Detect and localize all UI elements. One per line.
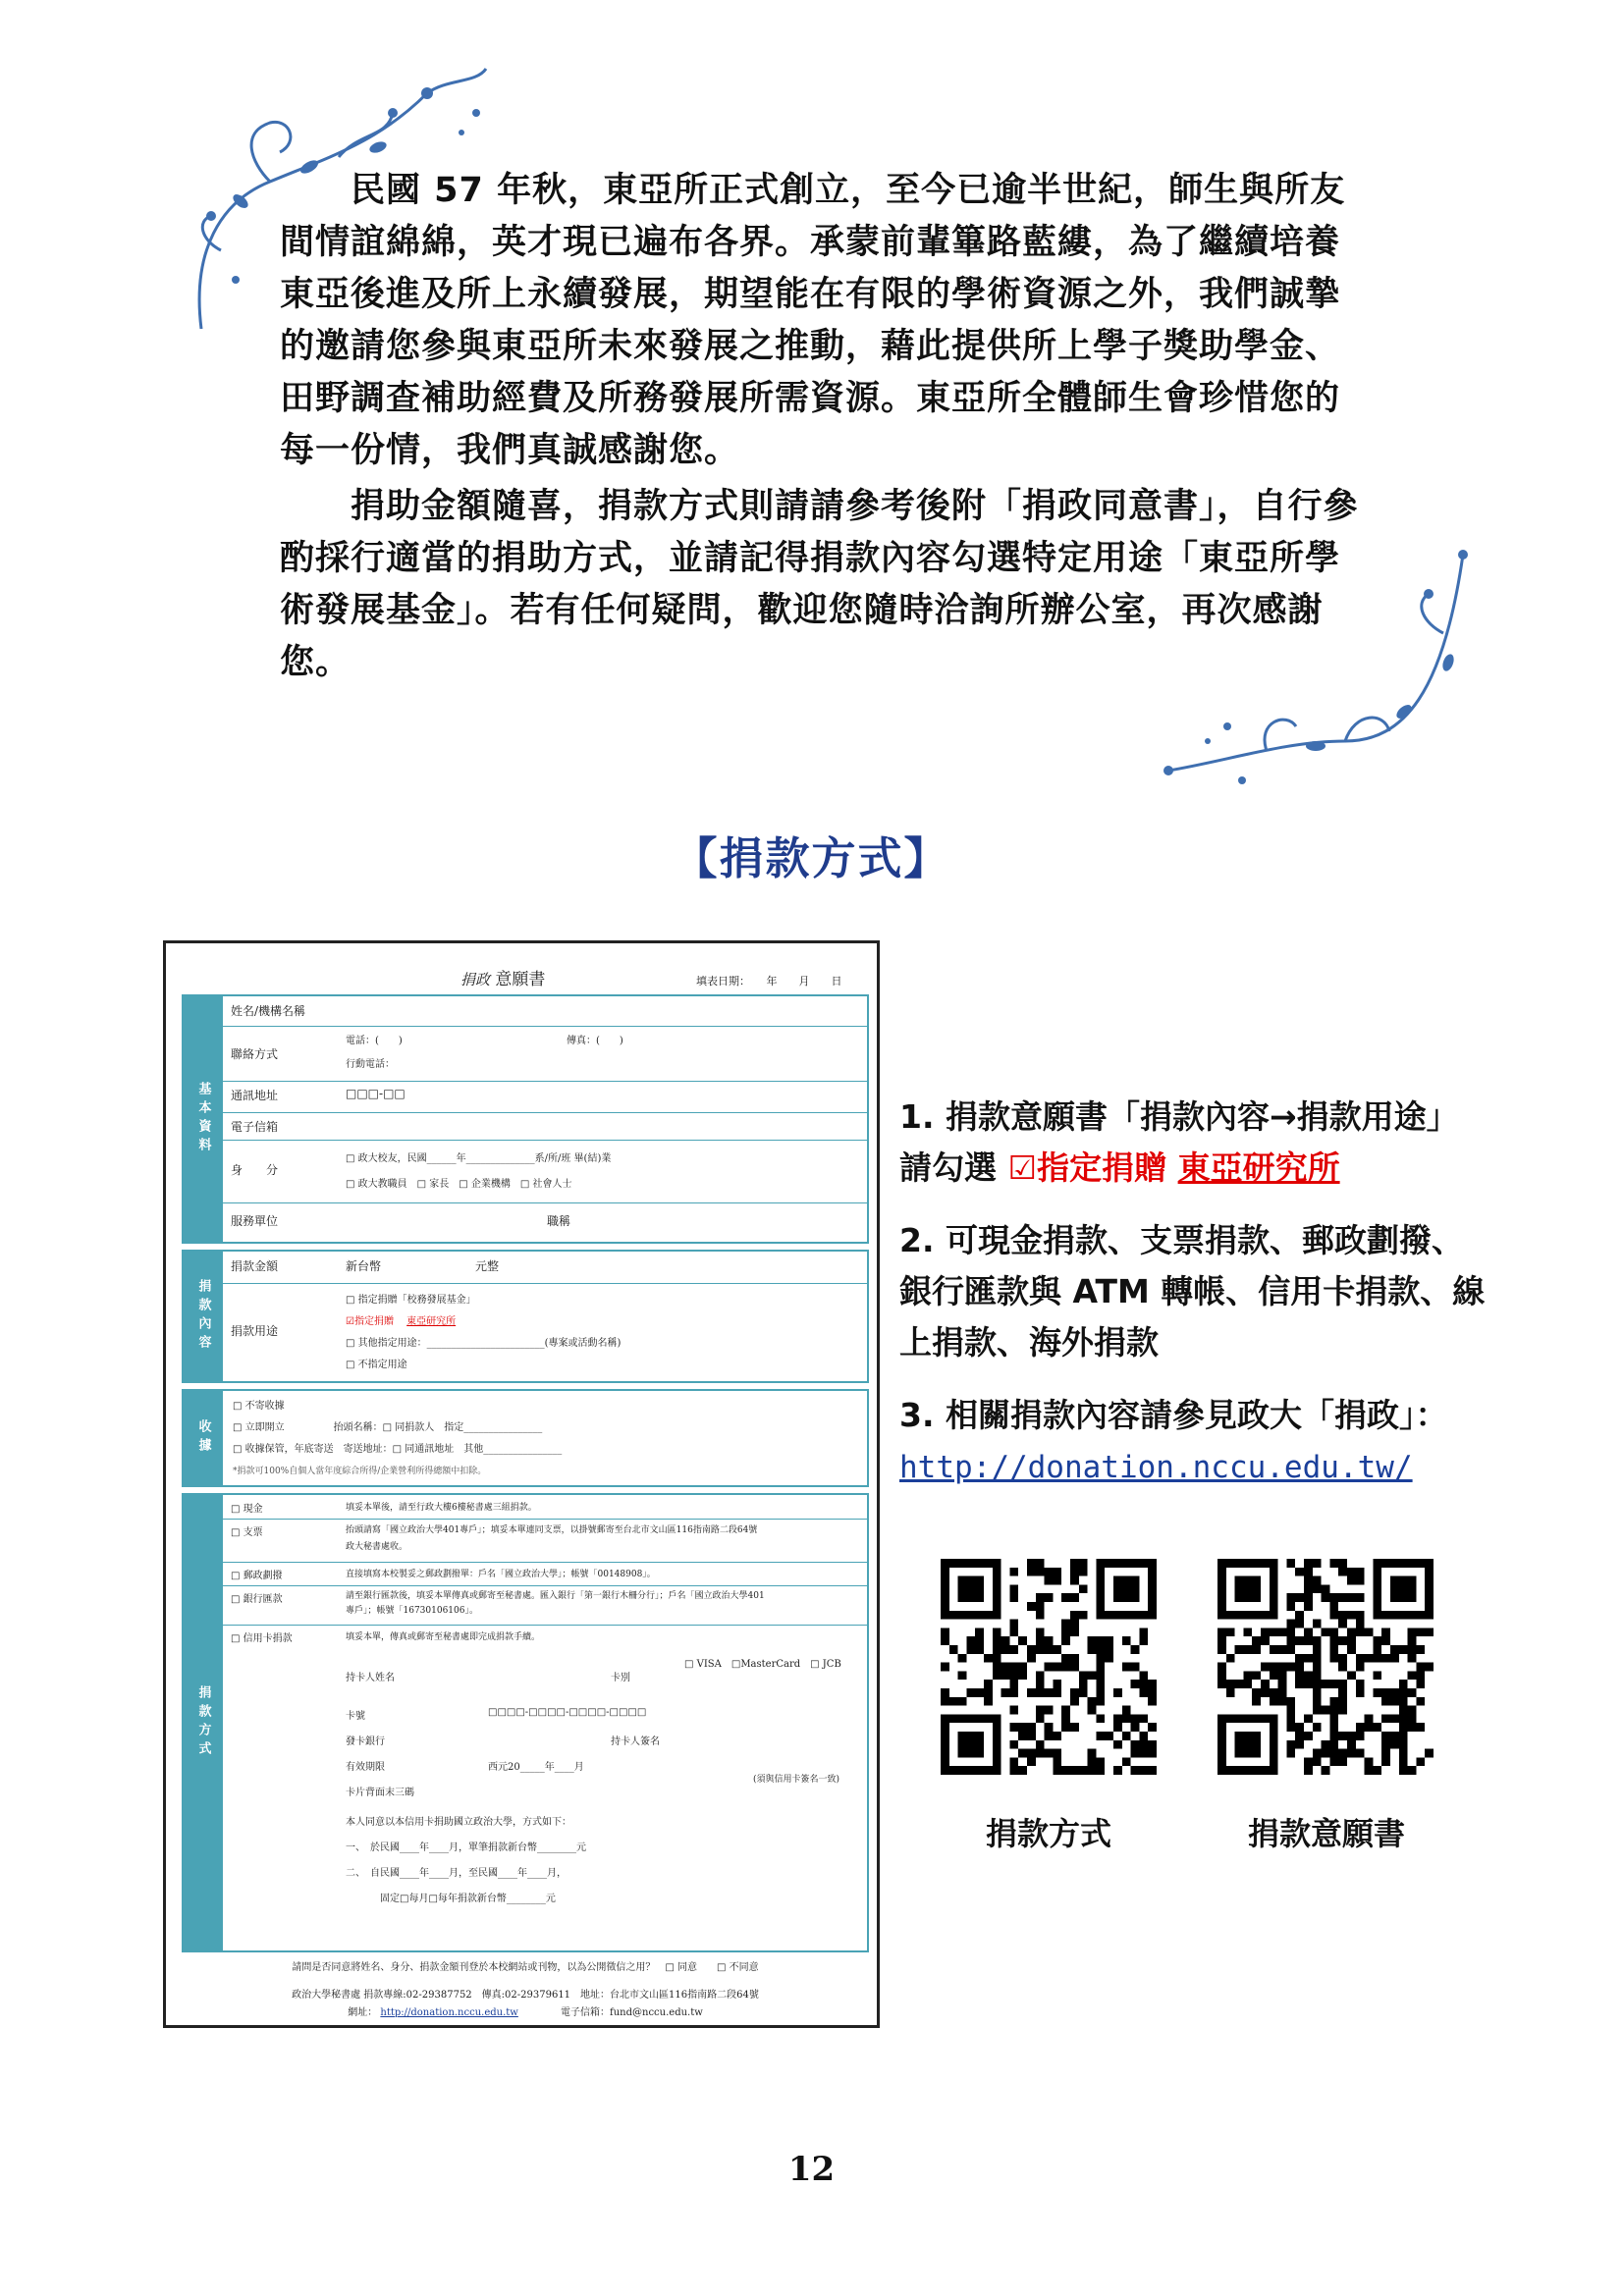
card-brands: □ VISA □MasterCard □ JCB xyxy=(684,1659,841,1670)
method-row-postal xyxy=(223,1562,867,1586)
method-cash-desc: 填妥本單後，請至行政大樓6樓秘書處三組捐款。 xyxy=(346,1503,537,1513)
form-title-text: 意願書 xyxy=(495,970,546,989)
form-footer-web-prefix: 網址： xyxy=(348,2007,378,2018)
form-section-basic-label: 基本資料 xyxy=(184,996,223,1242)
qr-code-donation-method-icon[interactable] xyxy=(941,1559,1157,1775)
label-identity: 身 分 xyxy=(231,1163,279,1177)
card-number-label: 卡號 xyxy=(346,1711,365,1722)
form-row-purpose xyxy=(223,1283,867,1381)
form-date-label: 填表日期： 年 月 日 xyxy=(696,975,842,988)
donation-notes xyxy=(899,1092,1488,1515)
method-row-cash xyxy=(223,1495,867,1520)
card-agree: 本人同意以本信用卡捐助國立政治大學，方式如下： xyxy=(346,1817,571,1828)
label-work: 服務單位 xyxy=(231,1214,279,1228)
expiry-value: 西元20_____年____月 xyxy=(488,1762,584,1773)
label-mobile: 行動電話： xyxy=(346,1059,395,1070)
qr-label-right: 捐款意願書 xyxy=(1247,1815,1405,1852)
identity-line-2: □ 政大教職員 □ 家長 □ 企業機構 □ 社會人士 xyxy=(346,1179,572,1190)
identity-line-1: □ 政大校友，民國______年______________系/所/班 畢(結)業 xyxy=(346,1153,612,1164)
purpose-option-2-value: 東亞研究所 xyxy=(406,1316,457,1327)
note-item-1-value: 東亞研究所 xyxy=(1177,1148,1340,1187)
method-check: □ 支票 xyxy=(231,1527,263,1538)
note-item-3-text: 3. 相關捐款內容請參見政大「捐政」： xyxy=(899,1396,1448,1434)
form-section-content xyxy=(182,1250,869,1383)
label-name: 姓名/機構名稱 xyxy=(231,1004,306,1018)
form-title xyxy=(460,965,545,989)
purpose-option-2-prefix: ☑指定捐贈 xyxy=(346,1316,394,1327)
label-phone: 電話：( ) xyxy=(346,1036,403,1046)
label-address: 通訊地址 xyxy=(231,1089,279,1102)
method-postal: □ 郵政劃撥 xyxy=(231,1571,283,1581)
label-fax: 傳真：( ) xyxy=(567,1036,623,1046)
form-logo: 捐政 xyxy=(460,971,491,988)
form-row-name xyxy=(223,996,867,1027)
label-job-title: 職稱 xyxy=(547,1214,571,1228)
form-consent: 請問是否同意將姓名、身分、捐款金額刊登於本校網站或刊物，以為公開徵信之用？ □ 同意 □ 不同意 xyxy=(292,1962,759,1973)
page-number: 12 xyxy=(787,2150,836,2189)
donation-form-image xyxy=(163,940,880,2028)
receipt-option-3: □ 收據保管，年底寄送 寄送地址：□ 同通訊地址 其他________________ xyxy=(233,1444,563,1455)
note-item-3 xyxy=(899,1390,1488,1493)
form-footer-contact: 政治大學秘書處 捐款專線:02-29387752 傳真:02-29379611 地址：台北市文山區116指南路二段64號 xyxy=(292,1990,759,2001)
card-number-box: □□□□-□□□□-□□□□-□□□□ xyxy=(488,1707,647,1718)
receipt-note: *捐款可100%自個人當年度綜合所得/企業營利所得總額中扣除。 xyxy=(233,1467,487,1476)
cvv-label: 卡片背面末三碼 xyxy=(346,1788,414,1798)
method-card-desc: 填妥本單，傳真或郵寄至秘書處即完成捐款手續。 xyxy=(346,1632,541,1642)
method-bank-desc: 請至銀行匯款後，填妥本單傳真或郵寄至秘書處。匯入銀行「第一銀行木柵分行」；戶名「國立政治大學401專戶」；帳號「16730106106」。 xyxy=(346,1591,765,1616)
note-item-1 xyxy=(899,1092,1488,1194)
form-section-method xyxy=(182,1493,869,1952)
label-purpose: 捐款用途 xyxy=(231,1324,279,1338)
receipt-option-1: □ 不寄收據 xyxy=(233,1401,285,1412)
purpose-option-3: □ 其他指定用途：________________________(專案或活動名稱) xyxy=(346,1338,622,1349)
method-card: □ 信用卡捐款 xyxy=(231,1633,293,1644)
section-title: 【捐款方式】 xyxy=(673,832,950,884)
method-cash: □ 現金 xyxy=(231,1504,263,1515)
label-contact: 聯絡方式 xyxy=(231,1047,279,1061)
note-item-1-check: ☑指定捐贈 xyxy=(1007,1148,1167,1187)
receipt-option-2: □ 立即開立 抬頭名稱：□ 同捐款人 指定________________ xyxy=(233,1422,543,1433)
card-option-2b: 固定□每月□每年捐款新台幣________元 xyxy=(380,1894,556,1904)
form-footer-email: 電子信箱：fund@nccu.edu.tw xyxy=(561,2007,703,2018)
form-row-address xyxy=(223,1081,867,1113)
intro-text xyxy=(280,165,1360,689)
form-row-work xyxy=(223,1202,867,1242)
label-amount: 捐款金額 xyxy=(231,1259,279,1273)
label-email: 電子信箱 xyxy=(231,1120,279,1134)
purpose-option-2 xyxy=(346,1312,456,1327)
intro-paragraph-2: 捐助金額隨喜，捐款方式則請請參考後附「捐政同意書」，自行參酌採行適當的捐助方式，並請記得捐款內容勾選特定用途「東亞所學術發展基金」。若有任何疑問，歡迎您隨時洽詢所辦公室，再次感謝您。 xyxy=(280,487,1359,682)
method-row-check xyxy=(223,1519,867,1563)
purpose-option-4: □ 不指定用途 xyxy=(346,1360,407,1370)
card-option-1: 一、 於民國____年____月，單筆捐款新台幣________元 xyxy=(346,1842,586,1853)
expiry-label: 有效期限 xyxy=(346,1762,385,1773)
amount-value: 新台幣 元整 xyxy=(346,1259,500,1273)
method-row-bank xyxy=(223,1585,867,1626)
method-postal-desc: 直接填寫本校製妥之郵政劃撥單：戶名「國立政治大學」；帳號「00148908」。 xyxy=(346,1570,656,1579)
form-section-content-label: 捐款內容 xyxy=(184,1252,223,1381)
purpose-option-1: □ 指定捐贈「校務發展基金」 xyxy=(346,1295,476,1306)
form-row-contact xyxy=(223,1026,867,1082)
form-footer-url: http://donation.nccu.edu.tw xyxy=(380,2007,518,2018)
intro-paragraph-1: 民國 57 年秋，東亞所正式創立，至今已逾半世紀，師生與所友間情誼綿綿，英才現已遍布各界。承蒙前輩篳路藍縷，為了繼續培養東亞後進及所上永續發展，期望能在有限的學術資源之外，我們誠摯的邀請您參與東亞所未來發展之推動，藉此提供所上學子獎助學金、田野調查補助經費及所務發展所需資源。東亞所全體師生會珍惜您的每一份情，我們真誠感謝您。 xyxy=(280,171,1346,470)
signature-note: (須與信用卡簽名一致) xyxy=(753,1775,840,1785)
method-row-card xyxy=(223,1625,867,1954)
note-item-1-text: 1. 捐款意願書「捐款內容→捐款用途」請勾選 xyxy=(899,1097,1459,1187)
card-option-2: 二、 自民國____年____月，至民國____年____月， xyxy=(346,1868,567,1879)
form-section-receipt-label: 收據 xyxy=(184,1391,223,1485)
issuer-label: 發卡銀行 xyxy=(346,1736,385,1747)
form-footer-web xyxy=(184,2003,867,2018)
form-section-receipt xyxy=(182,1389,869,1487)
qr-label-left: 捐款方式 xyxy=(985,1815,1111,1852)
address-box: □□□-□□ xyxy=(346,1087,406,1100)
form-row-identity xyxy=(223,1140,867,1203)
donation-link[interactable]: http://donation.nccu.edu.tw/ xyxy=(899,1450,1413,1485)
signature-label: 持卡人簽名 xyxy=(611,1736,660,1747)
qr-code-donation-form-icon[interactable] xyxy=(1217,1559,1434,1775)
note-item-2: 2. 可現金捐款、支票捐款、郵政劃撥、銀行匯款與 ATM 轉帳、信用卡捐款、線上捐款、海外捐款 xyxy=(899,1221,1486,1362)
form-row-email xyxy=(223,1112,867,1141)
card-holder-label: 持卡人姓名 xyxy=(346,1673,395,1683)
form-row-amount xyxy=(223,1252,867,1284)
form-section-method-label: 捐款方式 xyxy=(184,1495,223,1950)
method-check-desc: 抬頭請寫「國立政治大學401專戶」；填妥本單連同支票，以掛號郵寄至台北市文山區116指南路二段64號 政大秘書處收。 xyxy=(346,1525,758,1552)
form-section-basic xyxy=(182,994,869,1244)
card-type-label: 卡別 xyxy=(611,1673,630,1683)
method-bank: □ 銀行匯款 xyxy=(231,1594,283,1605)
